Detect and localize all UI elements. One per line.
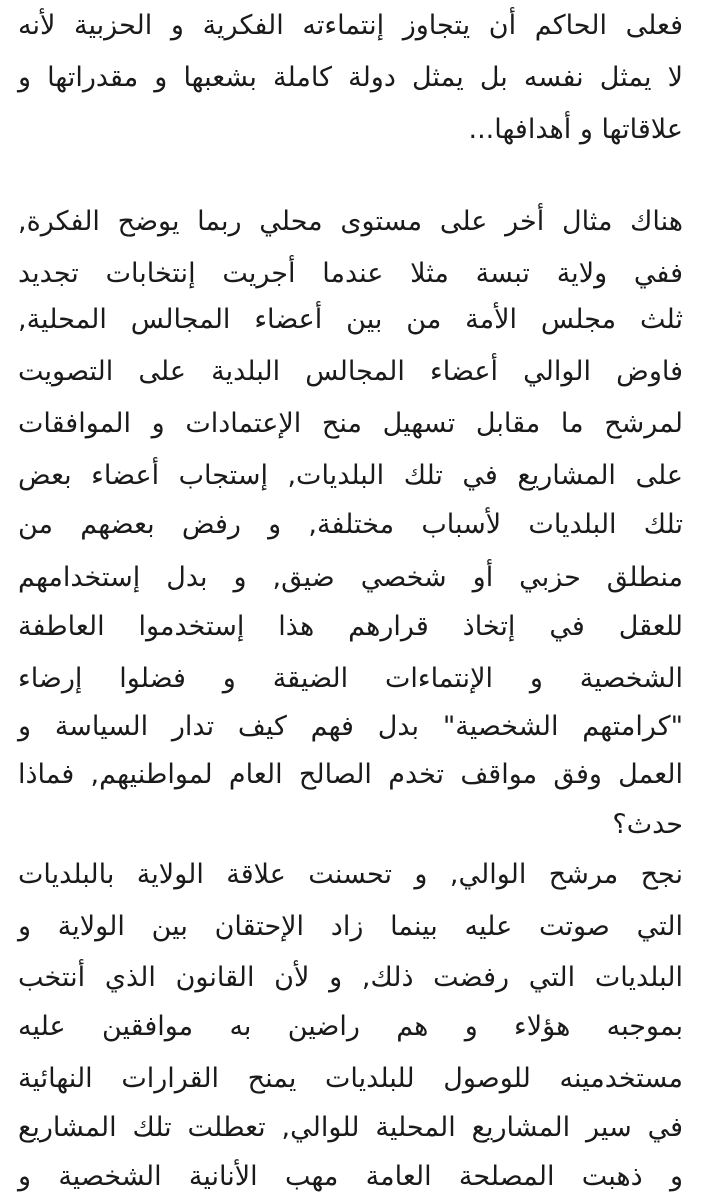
text-line: في سير المشاريع المحلية للوالي, تعطلت تلك المشاريع	[18, 1112, 683, 1143]
text-line: "كرامتهم الشخصية" بدل فهم كيف تدار السياسة و	[18, 711, 683, 742]
text-line: العمل وفق مواقف تخدم الصالح العام لمواطنيهم, فماذا	[18, 759, 683, 790]
text-line: ثلث مجلس الأمة من بين أعضاء المجالس المحلية,	[18, 304, 683, 335]
text-line: مستخدمينه للوصول للبلديات يمنح القرارات النهائية	[18, 1063, 683, 1094]
text-line: منطلق حزبي أو شخصي ضيق, و بدل إستخدامهم	[18, 562, 683, 593]
text-line: البلديات التي رفضت ذلك, و لأن القانون الذي أنتخب	[18, 962, 683, 993]
text-line: الشخصية و الإنتماءات الضيقة و فضلوا إرضاء	[18, 663, 683, 694]
text-line: و ذهبت المصلحة العامة مهب الأنانية الشخصية و	[18, 1161, 683, 1192]
text-line: بموجبه هؤلاء و هم راضين به موافقين عليه	[18, 1011, 683, 1042]
text-line: لمرشح ما مقابل تسهيل منح الإعتمادات و الموافقات	[18, 408, 683, 439]
text-line: نجح مرشح الوالي, و تحسنت علاقة الولاية بالبلديات	[18, 859, 683, 890]
text-line: فعلى الحاكم أن يتجاوز إنتماءته الفكرية و الحزبية لأنه	[18, 10, 683, 41]
text-line: التي صوتت عليه بينما زاد الإحتقان بين الولاية و	[18, 911, 683, 942]
text-line: ففي ولاية تبسة مثلا عندما أجريت إنتخابات تجديد	[18, 258, 683, 289]
text-line: علاقاتها و أهدافها...	[468, 114, 683, 145]
text-line: فاوض الوالي أعضاء المجالس البلدية على التصويت	[18, 356, 683, 387]
text-line: تلك البلديات لأسباب مختلفة, و رفض بعضهم من	[18, 509, 683, 540]
text-line: هناك مثال أخر على مستوى محلي ربما يوضح الفكرة,	[18, 206, 683, 237]
text-line: على المشاريع في تلك البلديات, إستجاب أعضاء بعض	[18, 460, 683, 491]
text-line: للعقل في إتخاذ قرارهم هذا إستخدموا العاطفة	[18, 611, 683, 642]
text-line: حدث؟	[612, 809, 683, 840]
text-line: لا يمثل نفسه بل يمثل دولة كاملة بشعبها و مقدراتها و	[18, 62, 683, 93]
